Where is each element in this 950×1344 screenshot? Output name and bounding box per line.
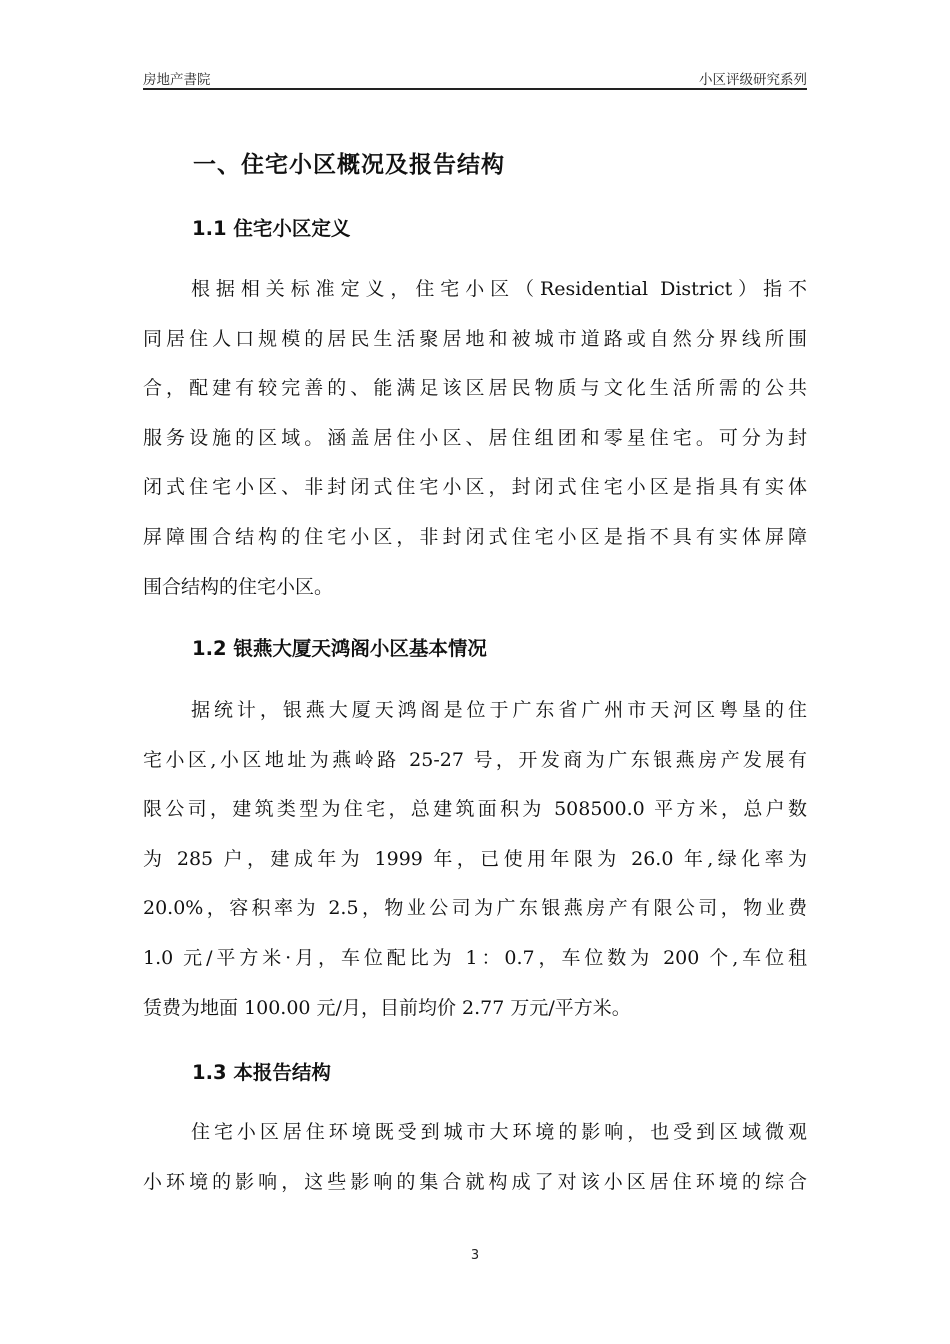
text-line: 服务设施的区域。涵盖居住小区、居住组团和零星住宅。可分为封: [143, 426, 807, 449]
section-title: 一、住宅小区概况及报告结构: [193, 152, 505, 178]
text-line: 屏障围合结构的住宅小区，非封闭式住宅小区是指不具有实体屏障: [143, 525, 807, 548]
paragraph-report-structure: [143, 1115, 807, 1214]
heading-1-1: 1.1 住宅小区定义: [192, 217, 351, 240]
text-line: 同居住人口规模的居民生活聚居地和被城市道路或自然分界线所围: [143, 327, 807, 350]
text-line: 1.0 元/平方米·月，车位配比为 1：0.7，车位数为 200 个,车位租: [143, 946, 807, 969]
text-line: 闭式住宅小区、非封闭式住宅小区，封闭式住宅小区是指具有实体: [143, 476, 807, 499]
paragraph-basic-info: [143, 693, 807, 1040]
page-header: [143, 66, 807, 88]
text-line: 为 285 户，建成年为 1999 年，已使用年限为 26.0 年,绿化率为: [143, 847, 807, 870]
text-line: 合，配建有较完善的、能满足该区居民物质与文化生活所需的公共: [143, 377, 807, 400]
text-line: 住宅小区居住环境既受到城市大环境的影响，也受到区域微观: [191, 1121, 807, 1143]
text-line: 据统计，银燕大厦天鸿阁是位于广东省广州市天河区粤垦的住: [191, 699, 807, 721]
text-line: 小环境的影响，这些影响的集合就构成了对该小区居住环境的综合: [143, 1170, 807, 1193]
text-line: 宅小区,小区地址为燕岭路 25-27 号，开发商为广东银燕房产发展有: [143, 748, 807, 771]
header-divider: [143, 88, 807, 90]
page-number: 3: [470, 1248, 480, 1263]
header-series: 小区评级研究系列: [699, 72, 807, 88]
text-line: 20.0%，容积率为 2.5，物业公司为广东银燕房产有限公司，物业费: [143, 897, 807, 920]
paragraph-definition: [143, 272, 807, 619]
text-line: 根据相关标准定义，住宅小区（Residential District）指不: [191, 278, 807, 300]
text-line: 围合结构的住宅小区。: [143, 575, 334, 598]
header-publisher: 房地产書院: [143, 72, 211, 88]
text-line: 限公司，建筑类型为住宅，总建筑面积为 508500.0 平方米，总户数: [143, 798, 807, 821]
text-line: 赁费为地面 100.00 元/月，目前均价 2.77 万元/平方米。: [143, 996, 631, 1019]
heading-1-3: 1.3 本报告结构: [192, 1061, 331, 1084]
heading-1-2: 1.2 银燕大厦天鸿阁小区基本情况: [192, 637, 487, 660]
